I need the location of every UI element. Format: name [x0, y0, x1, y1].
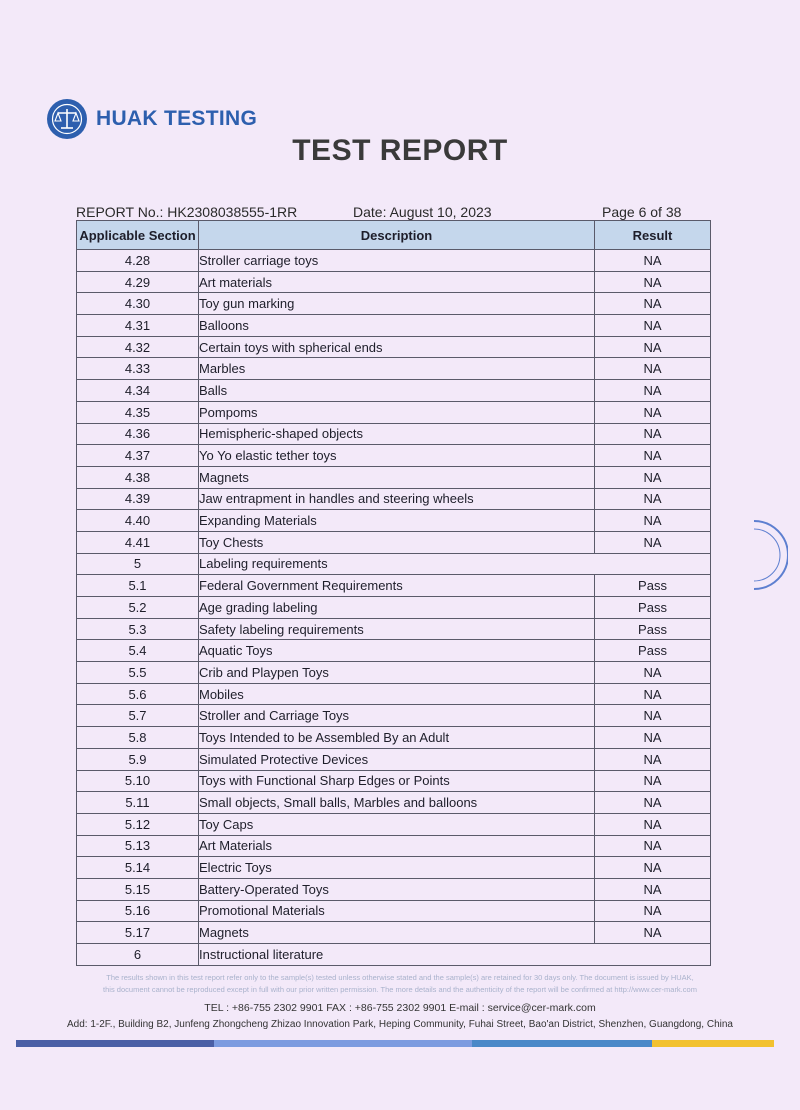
table-row: [77, 748, 711, 770]
color-bar-segment: [472, 1040, 652, 1047]
cell-section: 4.40: [77, 510, 199, 532]
disclaimer: [0, 972, 800, 996]
color-bar-segment: [652, 1040, 774, 1047]
cell-description: Toys with Functional Sharp Edges or Points: [199, 770, 595, 792]
cell-result: NA: [595, 748, 711, 770]
disclaimer-line-1: The results shown in this test report refer only to the sample(s) tested unless otherwise stated and the sample(s) are retained for 30 days only. The document is issued by HUAK,: [106, 973, 694, 982]
cell-description: Small objects, Small balls, Marbles and balloons: [199, 792, 595, 814]
cell-description: Toy Chests: [199, 531, 595, 553]
cell-section: 4.41: [77, 531, 199, 553]
cell-result: NA: [595, 510, 711, 532]
cell-section: 5.7: [77, 705, 199, 727]
cell-result: NA: [595, 662, 711, 684]
cell-result: NA: [595, 531, 711, 553]
cell-result: NA: [595, 315, 711, 337]
cell-description: Electric Toys: [199, 857, 595, 879]
cell-section: 4.28: [77, 250, 199, 272]
cell-section: 5: [77, 553, 199, 575]
table-row: [77, 944, 711, 966]
table-row: [77, 922, 711, 944]
cell-section: 5.17: [77, 922, 199, 944]
cell-description: Mobiles: [199, 683, 595, 705]
cell-description: Stroller and Carriage Toys: [199, 705, 595, 727]
cell-description: Age grading labeling: [199, 597, 595, 619]
color-bar-segment: [214, 1040, 472, 1047]
table-row: [77, 878, 711, 900]
cell-section: 5.8: [77, 727, 199, 749]
table-row: [77, 488, 711, 510]
cell-result: NA: [595, 857, 711, 879]
cell-description: Safety labeling requirements: [199, 618, 595, 640]
cell-description: Stroller carriage toys: [199, 250, 595, 272]
cell-result: NA: [595, 705, 711, 727]
cell-section: 5.13: [77, 835, 199, 857]
cell-section: 5.4: [77, 640, 199, 662]
cell-section: 4.38: [77, 466, 199, 488]
cell-section: 4.29: [77, 271, 199, 293]
cell-result: NA: [595, 878, 711, 900]
cell-result: NA: [595, 900, 711, 922]
table-row: [77, 531, 711, 553]
cell-description: Toy gun marking: [199, 293, 595, 315]
cell-result: NA: [595, 727, 711, 749]
cell-result: NA: [595, 466, 711, 488]
cell-description: Toy Caps: [199, 813, 595, 835]
cell-description: Art materials: [199, 271, 595, 293]
cell-section: 4.35: [77, 401, 199, 423]
table-row: [77, 727, 711, 749]
cell-description: Yo Yo elastic tether toys: [199, 445, 595, 467]
cell-section: 5.2: [77, 597, 199, 619]
table-row: [77, 510, 711, 532]
report-date: Date: August 10, 2023: [353, 204, 492, 220]
cell-section: 5.11: [77, 792, 199, 814]
cell-result: NA: [595, 813, 711, 835]
cell-section: 5.9: [77, 748, 199, 770]
cell-section: 5.6: [77, 683, 199, 705]
cell-result: NA: [595, 293, 711, 315]
cell-section: 5.12: [77, 813, 199, 835]
column-header-result: Result: [595, 221, 711, 250]
column-header-section: Applicable Section: [77, 221, 199, 250]
cell-result: NA: [595, 423, 711, 445]
cell-description: Magnets: [199, 466, 595, 488]
table-row: [77, 662, 711, 684]
table-row: [77, 835, 711, 857]
cell-section: 5.3: [77, 618, 199, 640]
cell-description: Certain toys with spherical ends: [199, 336, 595, 358]
cell-result: NA: [595, 250, 711, 272]
cell-description: Marbles: [199, 358, 595, 380]
cell-description: Hemispheric-shaped objects: [199, 423, 595, 445]
cell-section: 5.16: [77, 900, 199, 922]
brand-name: HUAK TESTING: [96, 107, 258, 130]
partial-stamp-icon: [748, 515, 788, 595]
cell-section: 4.31: [77, 315, 199, 337]
disclaimer-line-2: this document cannot be reproduced except in full with our prior written permission. The more details and the authenticity of the report will be confirmed at http://www.cer-mark.com: [103, 985, 697, 994]
cell-result: NA: [595, 488, 711, 510]
contact-line: TEL : +86-755 2302 9901 FAX : +86-755 2302 9901 E-mail : service@cer-mark.com: [204, 1002, 596, 1014]
table-row: [77, 683, 711, 705]
cell-description: Aquatic Toys: [199, 640, 595, 662]
table-row: [77, 271, 711, 293]
table-row: [77, 553, 711, 575]
cell-description: Federal Government Requirements: [199, 575, 595, 597]
cell-section: 4.37: [77, 445, 199, 467]
cell-result: NA: [595, 770, 711, 792]
table-row: [77, 423, 711, 445]
cell-section: 4.33: [77, 358, 199, 380]
cell-description: Battery-Operated Toys: [199, 878, 595, 900]
cell-description: Promotional Materials: [199, 900, 595, 922]
cell-section: 5.10: [77, 770, 199, 792]
cell-description: Labeling requirements: [199, 553, 711, 575]
cell-section: 5.14: [77, 857, 199, 879]
table-row: [77, 792, 711, 814]
cell-description: Pompoms: [199, 401, 595, 423]
cell-description: Toys Intended to be Assembled By an Adult: [199, 727, 595, 749]
table-row: [77, 770, 711, 792]
table-header-row: [77, 221, 711, 250]
column-header-description: Description: [199, 221, 595, 250]
table-row: [77, 466, 711, 488]
cell-description: Balls: [199, 380, 595, 402]
page-title: TEST REPORT: [292, 134, 508, 167]
footer-color-bar: [16, 1040, 774, 1047]
cell-description: Art Materials: [199, 835, 595, 857]
cell-result: NA: [595, 445, 711, 467]
table-row: [77, 336, 711, 358]
table-row: [77, 857, 711, 879]
cell-section: 4.32: [77, 336, 199, 358]
cell-section: 5.5: [77, 662, 199, 684]
table-row: [77, 813, 711, 835]
cell-section: 4.36: [77, 423, 199, 445]
table-row: [77, 358, 711, 380]
color-bar-segment: [16, 1040, 214, 1047]
cell-result: NA: [595, 683, 711, 705]
table-row: [77, 380, 711, 402]
page-number: Page 6 of 38: [602, 204, 682, 220]
cell-result: NA: [595, 835, 711, 857]
table-row: [77, 250, 711, 272]
cell-section: 4.30: [77, 293, 199, 315]
cell-description: Expanding Materials: [199, 510, 595, 532]
cell-description: Instructional literature: [199, 944, 711, 966]
table-row: [77, 640, 711, 662]
cell-result: Pass: [595, 640, 711, 662]
table-row: [77, 900, 711, 922]
cell-result: Pass: [595, 618, 711, 640]
table-row: [77, 575, 711, 597]
cell-result: NA: [595, 922, 711, 944]
table-row: [77, 445, 711, 467]
cell-section: 5.15: [77, 878, 199, 900]
cell-result: NA: [595, 271, 711, 293]
cell-description: Balloons: [199, 315, 595, 337]
table-row: [77, 293, 711, 315]
cell-section: 4.39: [77, 488, 199, 510]
cell-result: NA: [595, 401, 711, 423]
report-number: REPORT No.: HK2308038555-1RR: [76, 204, 298, 220]
cell-result: NA: [595, 380, 711, 402]
table-row: [77, 401, 711, 423]
cell-description: Magnets: [199, 922, 595, 944]
cell-result: NA: [595, 336, 711, 358]
cell-description: Crib and Playpen Toys: [199, 662, 595, 684]
address-line: Add: 1-2F., Building B2, Junfeng Zhongcheng Zhizao Innovation Park, Heping Community, Fuhai Street, Bao'an District, Shenzhen, Guangdong, China: [66, 1019, 733, 1030]
table-row: [77, 315, 711, 337]
cell-description: Simulated Protective Devices: [199, 748, 595, 770]
cell-result: Pass: [595, 597, 711, 619]
results-table: [76, 220, 711, 966]
cell-description: Jaw entrapment in handles and steering wheels: [199, 488, 595, 510]
table-row: [77, 618, 711, 640]
cell-result: Pass: [595, 575, 711, 597]
table-row: [77, 705, 711, 727]
cell-section: 6: [77, 944, 199, 966]
cell-result: NA: [595, 792, 711, 814]
cell-section: 5.1: [77, 575, 199, 597]
cell-section: 4.34: [77, 380, 199, 402]
cell-result: NA: [595, 358, 711, 380]
table-row: [77, 597, 711, 619]
